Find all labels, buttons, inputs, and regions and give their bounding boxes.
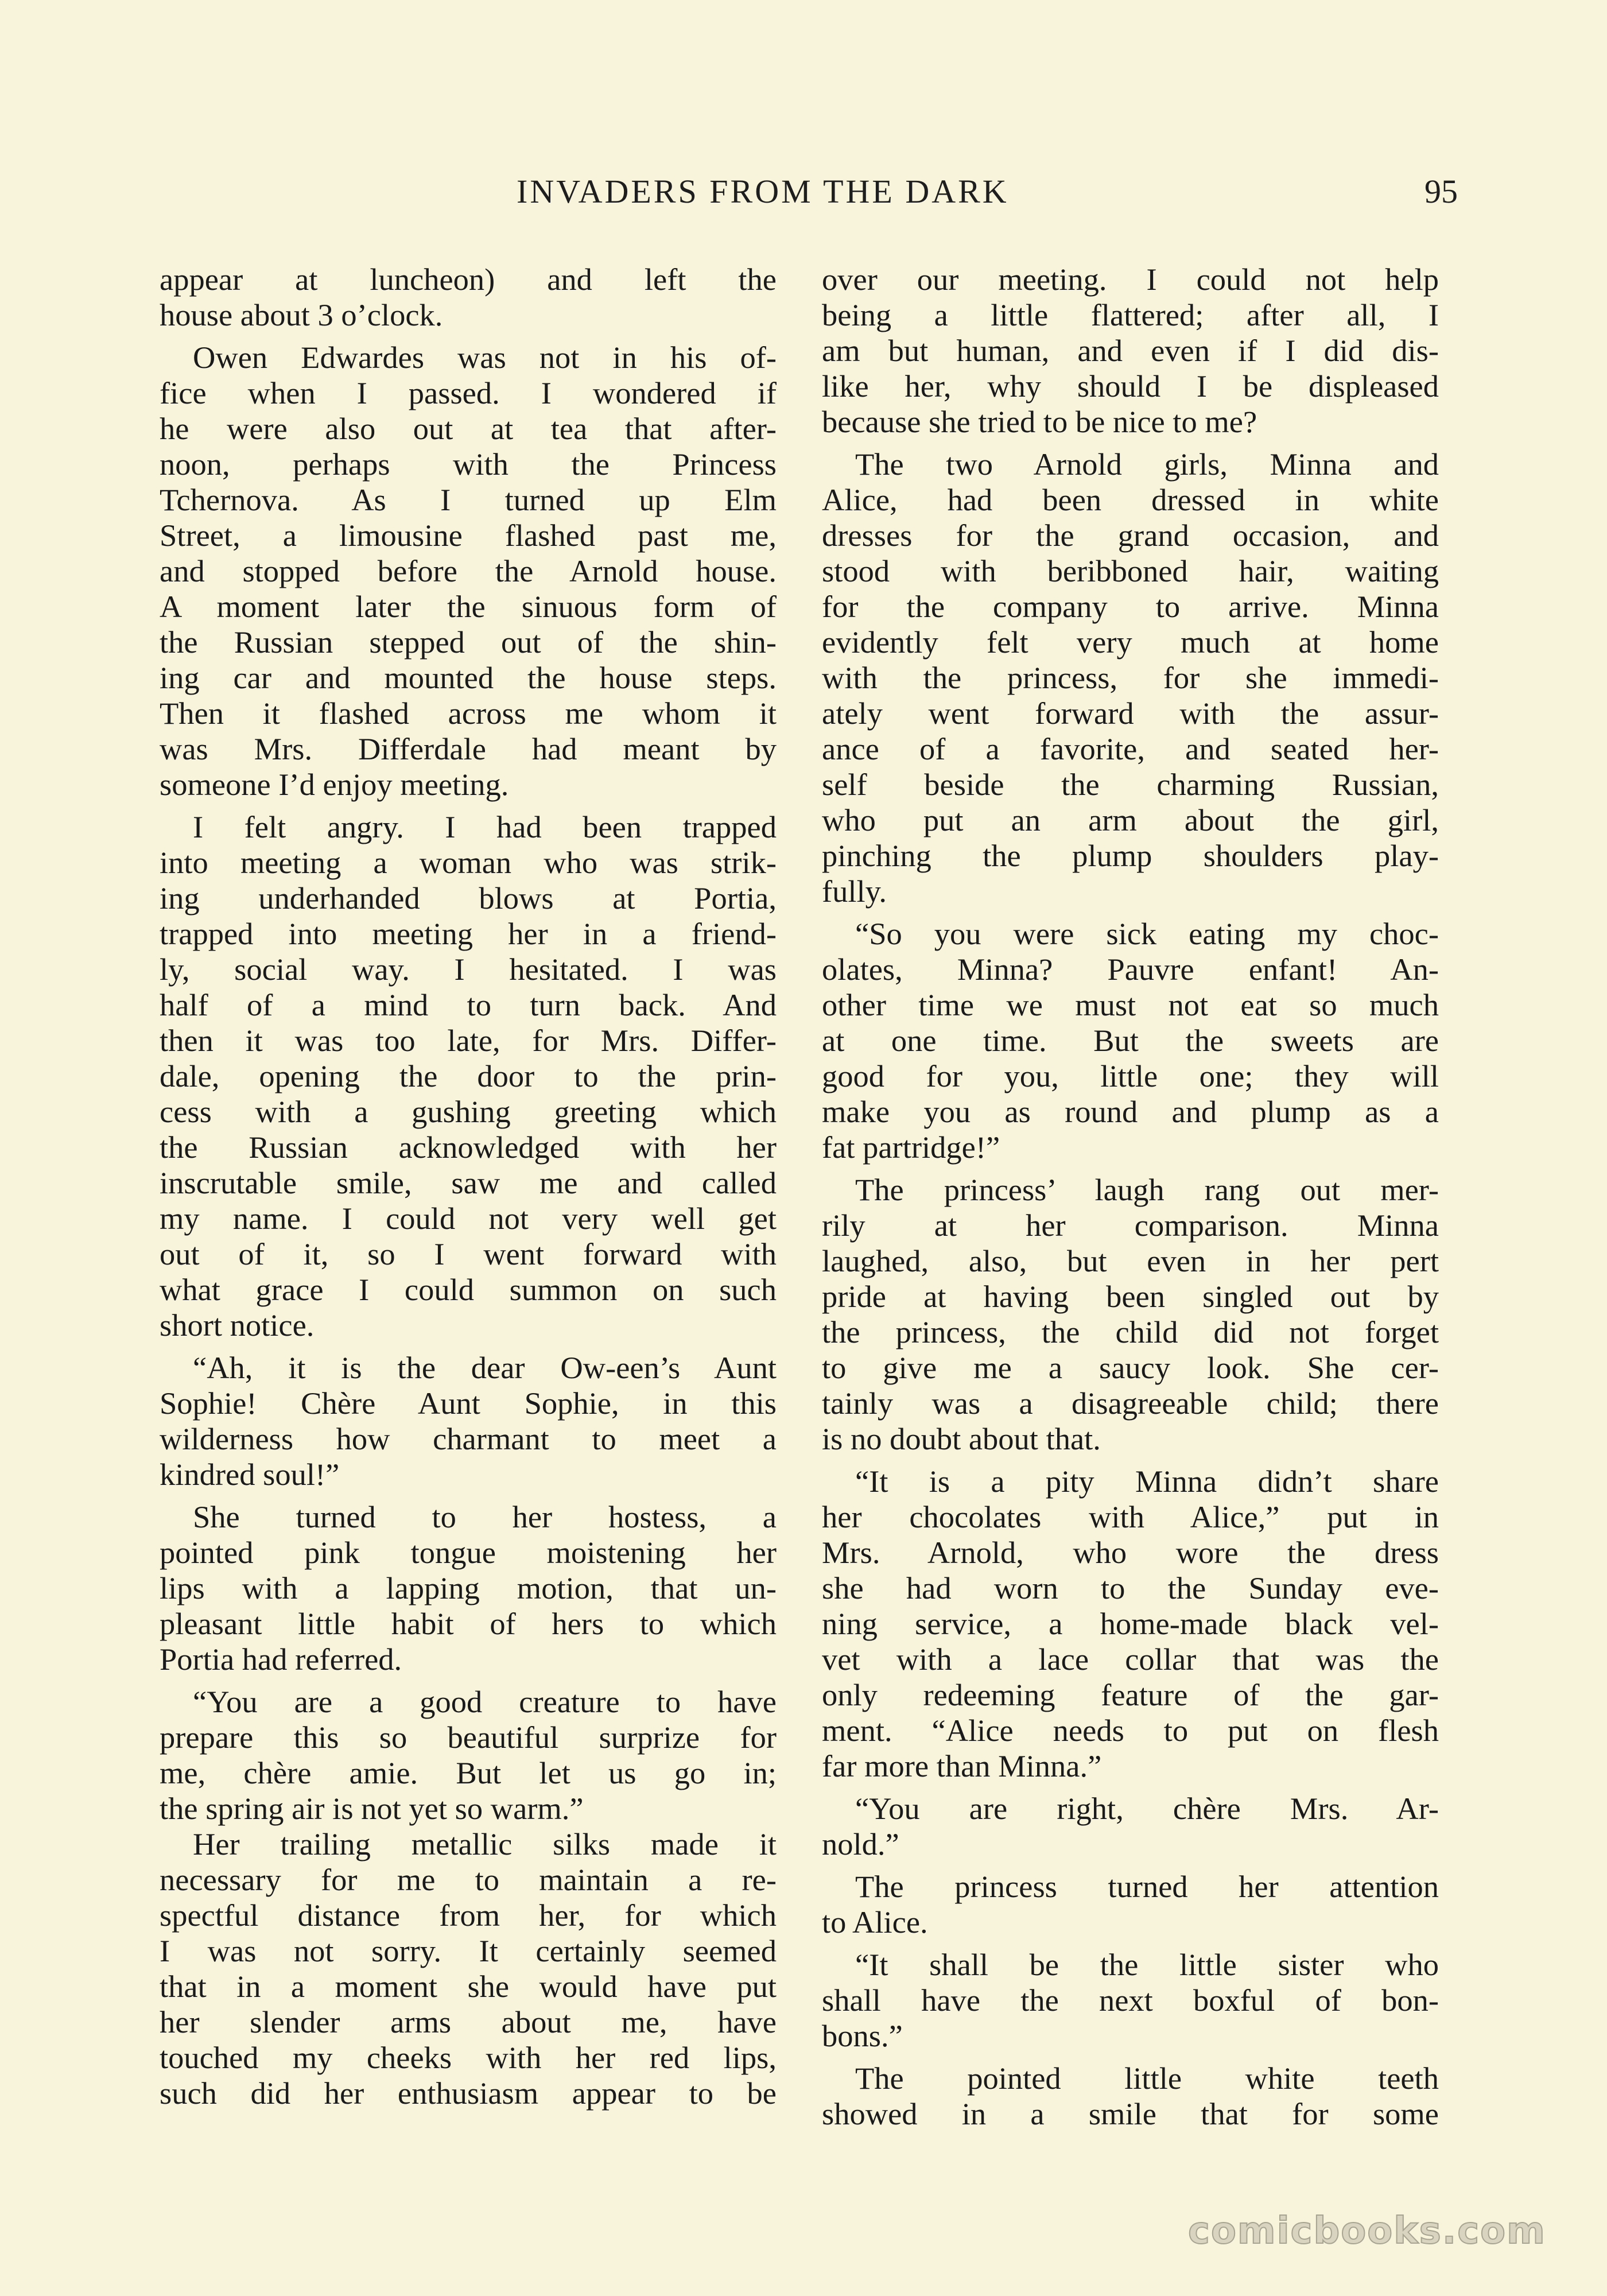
paragraph-gap [160, 802, 777, 809]
text-line: pleasant little habit of hers to which [160, 1606, 777, 1641]
paragraph-gap [822, 1165, 1439, 1172]
text-line: bons.” [822, 2018, 903, 2053]
text-line: The two Arnold girls, Minna and [855, 447, 1439, 482]
text-line: ing underhanded blows at Portia, [160, 881, 777, 916]
text-line: ing car and mounted the house steps. [160, 660, 777, 695]
text-line: being a little flattered; after all, I [822, 297, 1439, 332]
text-line: dale, opening the door to the prin- [160, 1058, 777, 1093]
paragraph-gap [822, 2054, 1439, 2061]
text-line: kindred soul!” [160, 1457, 340, 1492]
text-line: am but human, and even if I did dis- [822, 333, 1439, 368]
text-line: the spring air is not yet so warm.” [160, 1791, 584, 1826]
left-text-column [160, 262, 777, 2111]
text-line: good for you, little one; they will [822, 1058, 1439, 1093]
text-line: stood with beribboned hair, waiting [822, 553, 1439, 588]
text-line: “Ah, it is the dear Ow-een’s Aunt [193, 1350, 777, 1385]
text-line: She turned to her hostess, a [193, 1499, 777, 1534]
text-line: fully. [822, 874, 887, 909]
text-line: evidently felt very much at home [822, 625, 1439, 660]
text-line: vet with a lace collar that was the [822, 1642, 1439, 1677]
text-line: ment. “Alice needs to put on flesh [822, 1713, 1439, 1748]
text-line: is no doubt about that. [822, 1421, 1101, 1456]
text-line: someone I’d enjoy meeting. [160, 767, 509, 802]
text-line: shall have the next boxful of bon- [822, 1983, 1439, 2018]
text-line: over our meeting. I could not help [822, 262, 1439, 297]
text-line: ning service, a home-made black vel- [822, 1606, 1439, 1641]
text-line: that in a moment she would have put [160, 1969, 777, 2004]
paragraph-gap [160, 333, 777, 340]
watermark: comicbooks.com [1188, 2210, 1546, 2252]
paragraph-gap [822, 1784, 1439, 1791]
right-text-column [822, 262, 1439, 2132]
text-line: the Russian stepped out of the shin- [160, 625, 777, 660]
text-line: Alice, had been dressed in white [822, 482, 1439, 517]
text-line: I felt angry. I had been trapped [193, 809, 777, 844]
paragraph-gap [822, 909, 1439, 916]
text-line: spectful distance from her, for which [160, 1898, 777, 1933]
text-line: she had worn to the Sunday eve- [822, 1570, 1439, 1605]
text-line: tainly was a disagreeable child; there [822, 1386, 1439, 1421]
text-line: fice when I passed. I wondered if [160, 375, 777, 410]
text-line: necessary for me to maintain a re- [160, 1862, 777, 1897]
text-line: my name. I could not very well get [160, 1201, 777, 1236]
text-line: prepare this so beautiful surprize for [160, 1720, 777, 1755]
text-line: house about 3 o’clock. [160, 297, 443, 332]
text-line: the princess, the child did not forget [822, 1314, 1439, 1349]
text-line: A moment later the sinuous form of [160, 589, 777, 624]
text-line: “You are a good creature to have [193, 1684, 777, 1719]
text-line: ately went forward with the assur- [822, 696, 1439, 731]
text-line: short notice. [160, 1308, 315, 1343]
text-line: Then it flashed across me whom it [160, 696, 777, 731]
text-line: for the company to arrive. Minna [822, 589, 1439, 624]
text-line: Tchernova. As I turned up Elm [160, 482, 777, 517]
text-line: cess with a gushing greeting which [160, 1094, 777, 1129]
page-number: 95 [1424, 173, 1458, 210]
text-line: like her, why should I be displeased [822, 369, 1439, 404]
paragraph-gap [822, 440, 1439, 447]
text-line: the Russian acknowledged with her [160, 1130, 777, 1165]
text-line: “It shall be the little sister who [855, 1947, 1439, 1982]
text-line: touched my cheeks with her red lips, [160, 2040, 777, 2075]
text-line: lips with a lapping motion, that un- [160, 1570, 777, 1605]
text-line: who put an arm about the girl, [822, 802, 1439, 837]
text-line: Her trailing metallic silks made it [193, 1826, 777, 1861]
text-line: I was not sorry. It certainly seemed [160, 1933, 777, 1968]
text-line: other time we must not eat so much [822, 987, 1439, 1022]
text-line: to give me a saucy look. She cer- [822, 1350, 1439, 1385]
text-line: ance of a favorite, and seated her- [822, 731, 1439, 766]
text-line: ly, social way. I hesitated. I was [160, 952, 777, 987]
text-line: far more than Minna.” [822, 1748, 1102, 1783]
text-line: because she tried to be nice to me? [822, 404, 1257, 439]
text-line: half of a mind to turn back. And [160, 987, 777, 1022]
text-line: then it was too late, for Mrs. Differ- [160, 1023, 777, 1058]
text-line: into meeting a woman who was strik- [160, 845, 777, 880]
text-line: olates, Minna? Pauvre enfant! An- [822, 952, 1439, 987]
paragraph-gap [160, 1492, 777, 1499]
text-line: nold.” [822, 1826, 899, 1861]
text-line: Mrs. Arnold, who wore the dress [822, 1535, 1439, 1570]
text-line: trapped into meeting her in a friend- [160, 916, 777, 951]
text-line: dresses for the grand occasion, and [822, 518, 1439, 553]
paragraph-gap [160, 1343, 777, 1350]
text-line: inscrutable smile, saw me and called [160, 1165, 777, 1200]
text-line: me, chère amie. But let us go in; [160, 1755, 777, 1790]
paragraph-gap [160, 1677, 777, 1684]
paragraph-gap [822, 1862, 1439, 1869]
text-line: Portia had referred. [160, 1642, 402, 1677]
text-line: rily at her comparison. Minna [822, 1208, 1439, 1243]
text-line: showed in a smile that for some [822, 2096, 1439, 2131]
paragraph-gap [822, 1940, 1439, 1947]
running-title: INVADERS FROM THE DARK [517, 173, 1009, 210]
text-line: was Mrs. Differdale had meant by [160, 731, 777, 766]
text-line: only redeeming feature of the gar- [822, 1677, 1439, 1712]
text-line: The pointed little white teeth [855, 2061, 1439, 2096]
text-line: “It is a pity Minna didn’t share [855, 1464, 1439, 1499]
text-line: Sophie! Chère Aunt Sophie, in this [160, 1386, 777, 1421]
text-line: laughed, also, but even in her pert [822, 1243, 1439, 1278]
text-line: “You are right, chère Mrs. Ar- [855, 1791, 1439, 1826]
text-line: pride at having been singled out by [822, 1279, 1439, 1314]
text-line: at one time. But the sweets are [822, 1023, 1439, 1058]
text-line: what grace I could summon on such [160, 1272, 777, 1307]
text-line: noon, perhaps with the Princess [160, 447, 777, 482]
text-line: her slender arms about me, have [160, 2004, 777, 2039]
text-line: pinching the plump shoulders play- [822, 838, 1439, 873]
text-line: out of it, so I went forward with [160, 1236, 777, 1271]
page-header [166, 172, 1458, 224]
text-line: Owen Edwardes was not in his of- [193, 340, 777, 375]
text-line: The princess turned her attention [855, 1869, 1439, 1904]
text-line: her chocolates with Alice,” put in [822, 1499, 1439, 1534]
text-line: self beside the charming Russian, [822, 767, 1439, 802]
text-line: fat partridge!” [822, 1130, 1000, 1165]
text-line: “So you were sick eating my choc- [855, 916, 1439, 951]
text-line: such did her enthusiasm appear to be [160, 2076, 777, 2111]
text-line: Street, a limousine flashed past me, [160, 518, 777, 553]
text-line: to Alice. [822, 1905, 928, 1940]
text-line: and stopped before the Arnold house. [160, 553, 777, 588]
text-line: with the princess, for she immedi- [822, 660, 1439, 695]
text-line: appear at luncheon) and left the [160, 262, 777, 297]
text-line: wilderness how charmant to meet a [160, 1421, 777, 1456]
text-line: The princess’ laugh rang out mer- [855, 1172, 1439, 1207]
text-line: pointed pink tongue moistening her [160, 1535, 777, 1570]
text-line: make you as round and plump as a [822, 1094, 1439, 1129]
paragraph-gap [822, 1457, 1439, 1464]
text-line: he were also out at tea that after- [160, 411, 777, 446]
